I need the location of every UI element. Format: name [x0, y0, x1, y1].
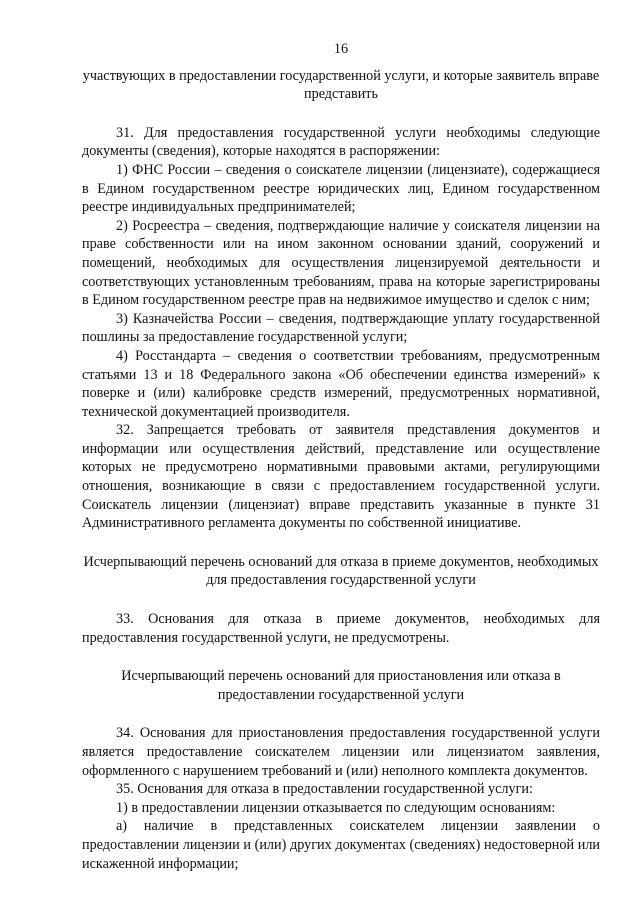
paragraph-35-item-1-a: а) наличие в представленных соискателем лицензии заявлении о предоставлении лицензии и (или) других документах (сведениях) недостоверной или искаженной информации;	[82, 818, 600, 872]
paragraph-31-item-1: 1) ФНС России – сведения о соискателе лицензии (лицензиате), содержащиеся в Едином государственном реестре юридических лиц, Едином государственном реестре индивидуальных предпринимателей;	[82, 161, 600, 216]
paragraph-35-item-1: 1) в предоставлении лицензии отказывается по следующим основаниям:	[116, 799, 556, 816]
paragraph-32: 32. Запрещается требовать от заявителя представления документов и информации или осуществления действий, представление или осуществление которых не предусмотрено нормативными правовыми актами, регулирующими отношения, возникающие в связи с предоставлением государственной услуги. Соискатель лицензии (лицензиат) вправе представить указанные в пункте 31 Административного регламента документы по собственной инициативе.	[82, 422, 600, 532]
paragraph-31-item-4: 4) Росстандарта – сведения о соответствии требованиям, предусмотренным статьями 13 и 18 Федерального закона «Об обеспечении единства измерений» к поверке и (или) калибровке средств измерений, предусмотренных нормативной, технической документацией производителя.	[82, 347, 600, 420]
paragraph-35: 35. Основания для отказа в предоставлении государственной услуги:	[116, 781, 533, 798]
paragraph-33: 33. Основания для отказа в приеме документов, необходимых для предоставления государственной услуги, не предусмотрены.	[82, 611, 600, 646]
paragraph-31: 31. Для предоставления государственной услуги необходимы следующие документы (сведения), которые находятся в распоряжении:	[82, 124, 600, 160]
section-heading-suspension-refusal: Исчерпывающий перечень оснований для приостановления или отказа в предоставлении государственной услуги	[121, 668, 561, 703]
page-number: 16	[333, 41, 349, 57]
section-heading-documents-by-request: участвующих в предоставлении государственной услуги, и которые заявитель вправе представить	[82, 67, 600, 103]
paragraph-31-item-2: 2) Росреестра – сведения, подтверждающие наличие у соискателя лицензии на праве собственности или на ином законном основании зданий, сооружений и помещений, необходимых для осуществления лицензируемой деятельности и соответствующих установленным требованиям, права на которые зарегистрированы в Едином государственном реестре прав на недвижимое имущество и сделок с ним;	[82, 217, 600, 309]
paragraph-31-item-3: 3) Казначейства России – сведения, подтверждающие уплату государственной пошлины за предоставление государственной услуги;	[82, 310, 600, 346]
paragraph-34: 34. Основания для приостановления предоставления государственной услуги является предоставление соискателем лицензии или лицензиатом заявления, оформленного с нарушением требований и (или) неполного комплекта документов.	[82, 725, 600, 779]
section-heading-refusal-acceptance: Исчерпывающий перечень оснований для отказа в приеме документов, необходимых для предоставления государственной услуги	[83, 553, 599, 589]
